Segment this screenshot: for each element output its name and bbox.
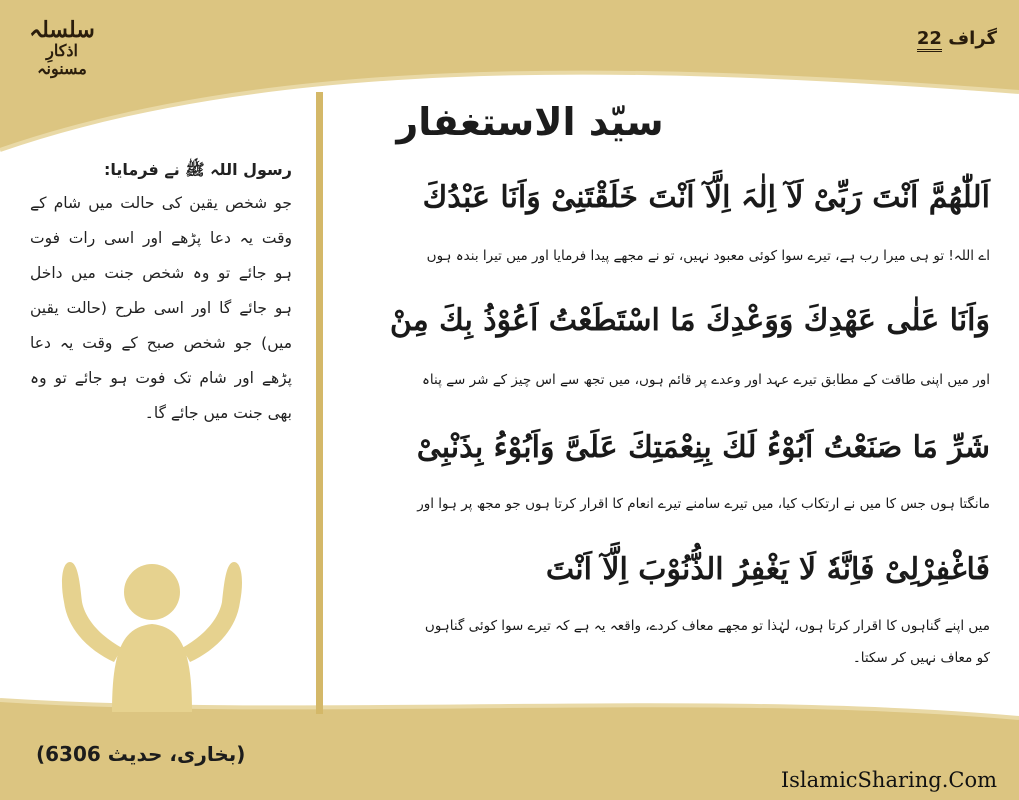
urdu-line-2: اور میں اپنی طاقت کے مطابق تیرے عہد اور وعدے پر قائم ہوں، میں تجھ سے اس چیز کے شر سے پناہ (421, 372, 990, 388)
hadith-reference: (بخاری، حدیث 6306) (36, 742, 246, 766)
urdu-line-1: اے اللہ! تو ہی میرا رب ہے، تیرے سوا کوئی معبود نہیں، تو نے مجھے پیدا فرمایا اور میں تیرا بندہ ہوں (426, 248, 990, 264)
graph-number (913, 28, 997, 49)
praying-figure-icon (52, 552, 252, 712)
hadith-line: ہو جائے گا اور اسی طرح (حالت یقین (30, 299, 292, 317)
graph-label: گراف (948, 28, 997, 49)
brand-line-2: اذکارِ مسنونہ (37, 41, 87, 78)
arabic-line-1: اَللّٰھُمَّ اَنْتَ رَبِّیْ لَآ اِلٰہَ اِلَّآ اَنْتَ خَلَقْتَنِیْ وَاَنَا عَبْدُكَ (422, 180, 990, 215)
website-watermark: IslamicSharing.Com (780, 768, 997, 792)
arabic-line-2: وَاَنَا عَلٰی عَھْدِكَ وَوَعْدِكَ مَا اسْتَطَعْتُ اَعُوْذُ بِكَ مِنْ (389, 303, 990, 338)
hadith-line: پڑھے اور شام تک فوت ہو جائے تو وہ (30, 369, 292, 387)
hadith-line: میں) جو شخص صبح کے وقت یہ دعا (30, 334, 292, 352)
hadith-line: وقت یہ دعا پڑھے اور اسی رات فوت (30, 229, 292, 247)
urdu-line-3: مانگتا ہوں جس کا میں نے ارتکاب کیا، میں تیرے سامنے تیرے انعام کا اقرار کرتا ہوں جو مجھ پر ہوا اور (417, 496, 990, 512)
column-divider (316, 92, 323, 714)
arabic-line-3: شَرِّ مَا صَنَعْتُ اَبُوْءُ لَكَ بِنِعْمَتِكَ عَلَیَّ وَاَبُوْءُ بِذَنْبِیْ (416, 430, 990, 465)
hadith-heading: رسول اللہ ﷺ نے فرمایا: (103, 160, 292, 179)
brand-line-1: سلسلہ (29, 17, 95, 43)
hadith-line: بھی جنت میں جائے گا۔ (144, 404, 292, 422)
page-title: سیّد الاستغفار (396, 100, 664, 144)
hadith-line: جو شخص یقین کی حالت میں شام کے (30, 194, 292, 212)
hadith-line: ہو جائے تو وہ شخص جنت میں داخل (30, 264, 292, 282)
series-logo (22, 18, 102, 77)
urdu-line-4: میں اپنے گناہوں کا اقرار کرتا ہوں، لہٰذا تو مجھے معاف کردے، واقعہ یہ ہے کہ تیرے سوا کوئی گناہوں (424, 618, 990, 634)
urdu-line-4b: کو معاف نہیں کر سکتا۔ (852, 650, 990, 666)
arabic-line-4: فَاغْفِرْلِیْ فَاِنَّهٗ لَا یَغْفِرُ الذُّنُوْبَ اِلَّآ اَنْتَ (545, 552, 990, 587)
graph-number-value: 22 (917, 28, 942, 52)
